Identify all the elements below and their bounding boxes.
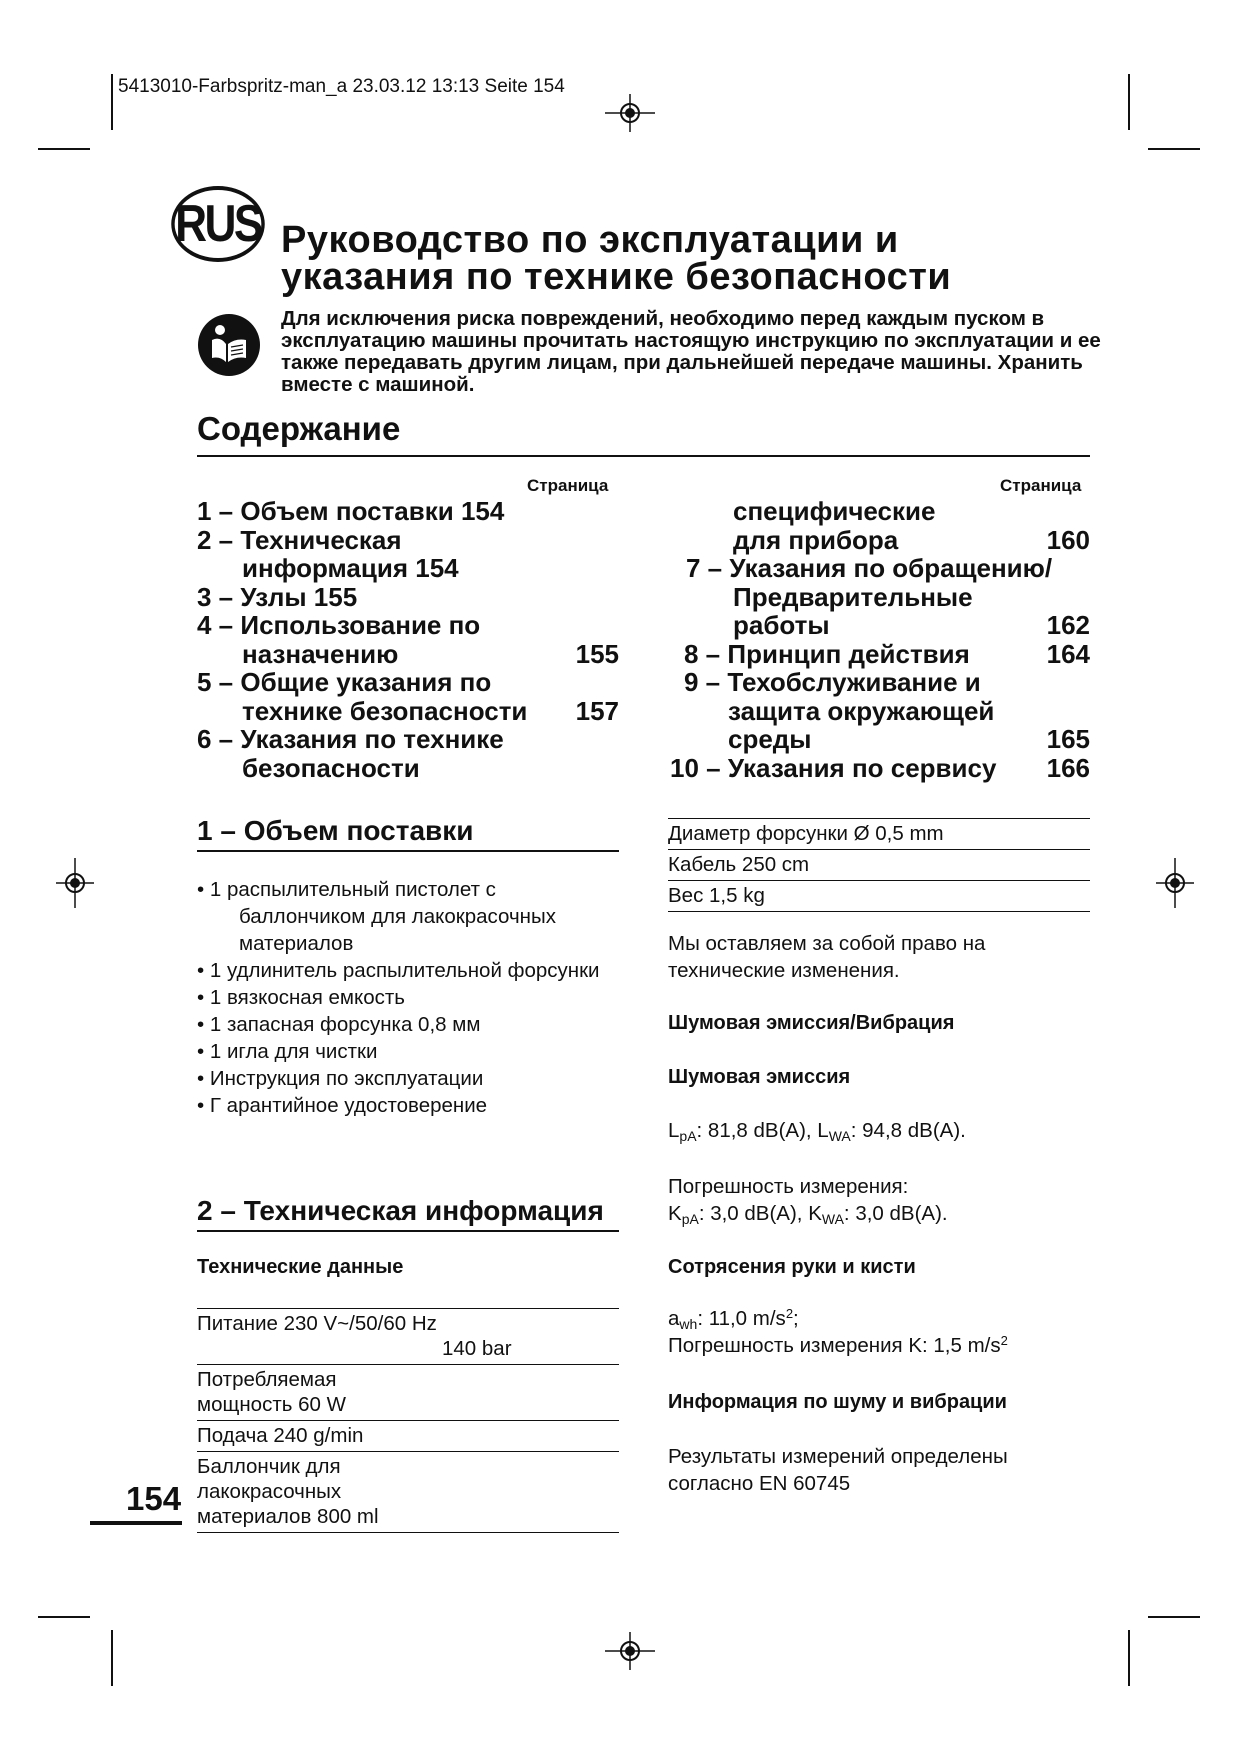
list-item: • 1 запасная форсунка 0,8 мм — [197, 1013, 481, 1036]
toc-entry[interactable]: 7 – Указания по обращению/ Предварительные работы 162 — [686, 553, 1090, 640]
toc-entry[interactable]: 6 – Указания по технике безопасности — [197, 724, 504, 783]
print-slug: 5413010-Farbspritz-man_a 23.03.12 13:13 Seite 154 — [118, 76, 565, 97]
table-row: Подача 240 g/min — [197, 1421, 619, 1452]
country-badge: RUS — [171, 186, 265, 262]
crop-mark — [38, 1616, 90, 1618]
registration-mark-icon — [605, 1632, 655, 1670]
divider — [197, 455, 1090, 457]
list-item: • Инструкция по эксплуатации — [197, 1067, 484, 1090]
toc-entry[interactable]: 1 – Объем поставки 154 — [197, 496, 505, 526]
crop-mark — [111, 1630, 113, 1686]
crop-mark — [1148, 1616, 1200, 1618]
toc-left — [197, 497, 619, 782]
toc-entry[interactable]: 3 – Узлы 155 — [197, 581, 358, 612]
list-item: • 1 удлинитель распылительной форсунки — [197, 959, 600, 982]
page-title: Руководство по эксплуатации и указания по технике безопасности — [281, 219, 952, 298]
noise-values: $L_{pA}$: 81,8 dB(A), $L_{WA}$: 94,8 dB(A). — [668, 1119, 966, 1144]
subheading: Информация по шуму и вибрации — [668, 1391, 1007, 1413]
toc-entry[interactable]: 10 – Указания по сервису 166 — [670, 752, 1090, 783]
toc-entry[interactable]: 2 – Техническая информация 154 — [197, 524, 459, 583]
list-item: • 1 игла для чистки — [197, 1040, 378, 1063]
toc-entry[interactable]: специфические для прибора 160 — [733, 496, 1090, 555]
table-row: Диаметр форсунки Ø 0,5 mm — [668, 819, 1090, 850]
subheading: Шумовая эмиссия/Вибрация — [668, 1012, 955, 1034]
uncertainty: Погрешность измерения: $K_{pA}$: 3,0 dB(A), $K_{WA}$: 3,0 dB(A). — [668, 1175, 948, 1227]
section-heading: 1 – Объем поставки — [197, 815, 474, 846]
crop-mark — [1148, 148, 1200, 150]
table-row: Питание 230 V~/50/60 Hz 140 bar — [197, 1309, 619, 1365]
table-row: Вес 1,5 kg — [668, 881, 1090, 912]
toc-right — [670, 497, 1090, 782]
toc-entry[interactable]: 4 – Использование по назначению 155 — [197, 610, 619, 669]
subheading: Технические данные — [197, 1256, 404, 1278]
results-note: Результаты измерений определены согласно EN 60745 — [668, 1445, 1008, 1495]
list-item: • 1 вязкосная емкость — [197, 986, 405, 1009]
table-row: Потребляемая мощность 60 W — [197, 1365, 619, 1421]
toc-page-label: Страница — [1000, 476, 1082, 495]
reserve-note: Мы оставляем за собой право на технические изменения. — [668, 932, 986, 982]
subheading: Сотрясения руки и кисти — [668, 1256, 916, 1278]
crop-mark — [111, 74, 113, 130]
crop-mark — [38, 148, 90, 150]
spec-table — [197, 1308, 619, 1533]
toc-entry[interactable]: 5 – Общие указания по технике безопасности 157 — [197, 667, 619, 726]
table-row: Баллончик для лакокрасочных материалов 800 ml — [197, 1452, 619, 1533]
vibration-values: $a_{wh}$: 11,0 $m/s^2$; Погрешность измерения K: 1,5 $m/s^2$ — [668, 1306, 1008, 1357]
toc-entry[interactable]: 9 – Техобслуживание и защита окружающей среды 165 — [684, 667, 1090, 754]
page-number: 154 — [126, 1480, 182, 1517]
divider — [197, 1230, 619, 1232]
delivery-list — [197, 876, 627, 1119]
toc-page-label: Страница — [527, 476, 609, 495]
registration-mark-icon — [56, 858, 94, 908]
subheading: Шумовая эмиссия — [668, 1066, 851, 1088]
toc-heading: Содержание — [197, 410, 401, 447]
list-item: • 1 распылительный пистолет с баллончиком для лакокрасочных материалов — [197, 878, 556, 955]
read-manual-icon — [198, 314, 260, 376]
crop-mark — [1128, 1630, 1130, 1686]
registration-mark-icon — [605, 94, 655, 132]
registration-mark-icon — [1156, 858, 1194, 908]
list-item: • Г арантийное удостоверение — [197, 1094, 488, 1117]
table-row: Кабель 250 cm — [668, 850, 1090, 881]
spec-table — [668, 818, 1090, 912]
safety-intro: Для исключения риска повреждений, необходимо перед каждым пуском в эксплуатацию машины прочитать настоящую инструкцию по эксплуатации и ее также передавать другим лицам, при дальнейшей передаче машины. Хранить вместе с машиной. — [281, 307, 1101, 396]
toc-entry[interactable]: 8 – Принцип действия 164 — [684, 638, 1090, 669]
divider — [90, 1521, 182, 1525]
crop-mark — [1128, 74, 1130, 130]
section-heading: 2 – Техническая информация — [197, 1195, 604, 1226]
divider — [197, 850, 619, 852]
